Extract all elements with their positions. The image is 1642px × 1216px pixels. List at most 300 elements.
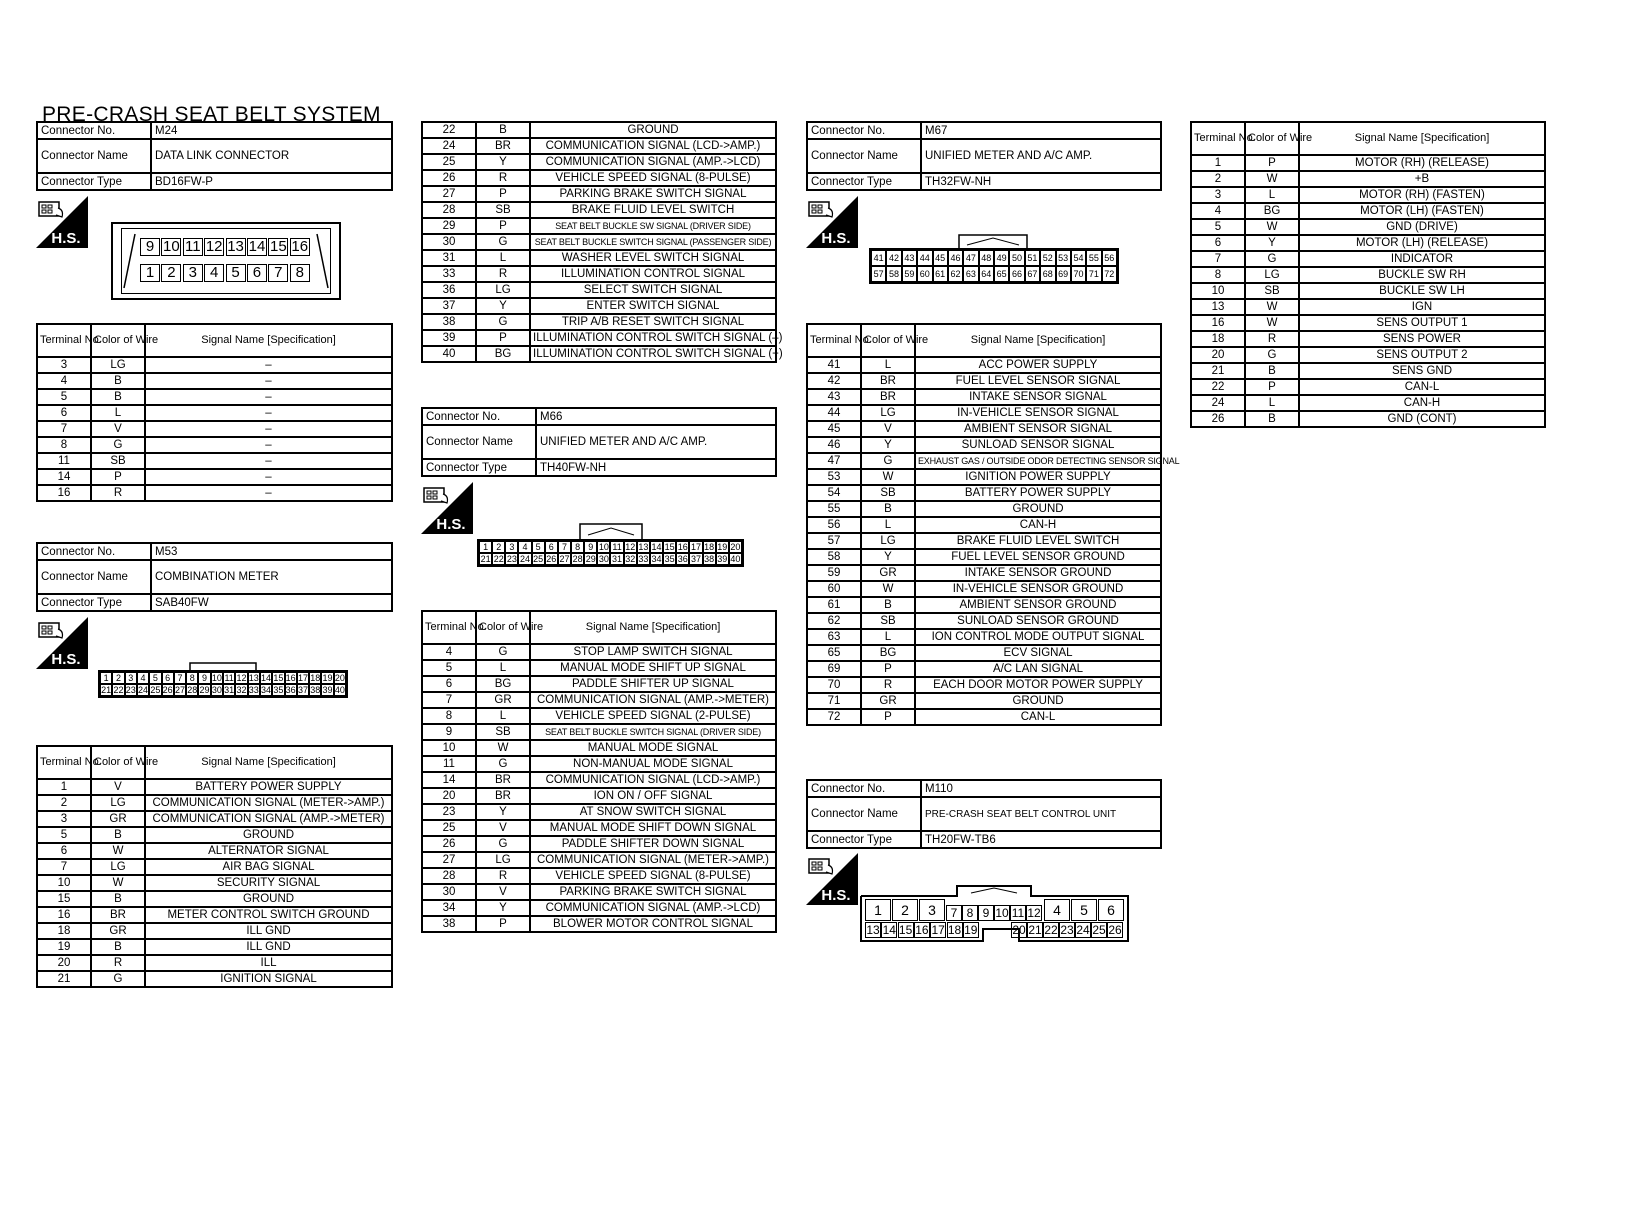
signal-name: COMMUNICATION SIGNAL (LCD->AMP.) <box>530 772 776 788</box>
terminal-no: 4 <box>1191 203 1245 219</box>
connector-pin: 15 <box>273 673 284 683</box>
terminal-no: 57 <box>807 533 861 549</box>
signal-name: PARKING BRAKE SWITCH SIGNAL <box>530 186 776 202</box>
color-of-wire-header: Color of Wire <box>861 324 915 357</box>
color-of-wire-header: Color of Wire <box>476 611 530 644</box>
table-row <box>422 250 776 266</box>
connector-pin: 42 <box>886 250 901 266</box>
m53-connector-no: M53 <box>151 543 392 560</box>
wire-color: SB <box>861 485 915 501</box>
hs-label: H.S. <box>821 887 851 904</box>
table-row <box>422 330 776 346</box>
connector-pin: 15 <box>664 542 675 552</box>
connector-pin: 21 <box>1028 923 1042 937</box>
connector-pin: 31 <box>612 554 623 564</box>
connector-pin: 33 <box>638 554 649 564</box>
wire-color: R <box>476 266 530 282</box>
terminal-no: 3 <box>37 357 91 373</box>
connector-pin: 14 <box>248 238 266 255</box>
connector-pin: 19 <box>717 542 728 552</box>
connector-pin: 70 <box>1071 266 1086 282</box>
table-row <box>422 644 776 660</box>
signal-name-header: Signal Name [Specification] <box>145 324 392 357</box>
wire-color: L <box>476 250 530 266</box>
table-row <box>1191 251 1545 267</box>
connector-pin: 1 <box>140 264 160 282</box>
signal-name: ION CONTROL MODE OUTPUT SIGNAL <box>915 629 1161 645</box>
connector-pin: 26 <box>162 685 173 695</box>
connector-pin: 37 <box>690 554 701 564</box>
connector-pin: 49 <box>994 250 1009 266</box>
signal-name: – <box>145 437 392 453</box>
table-row <box>1191 203 1545 219</box>
connector-pin: 21 <box>480 554 491 564</box>
connector-pin: 14 <box>651 542 662 552</box>
connector-pin: 67 <box>1025 266 1040 282</box>
connector-pin: 18 <box>704 542 715 552</box>
connector-pin: 8 <box>290 264 310 282</box>
connector-pin: 5 <box>1071 899 1097 921</box>
connector-pin: 22 <box>1044 923 1058 937</box>
wire-color: G <box>476 756 530 772</box>
terminal-no: 42 <box>807 373 861 389</box>
wire-color: G <box>1245 347 1299 363</box>
m67-connector-name: UNIFIED METER AND A/C AMP. <box>921 139 1161 173</box>
connector-pin: 15 <box>270 238 287 255</box>
m24-connector-type: BD16FW-P <box>151 173 392 190</box>
connector-pin: 2 <box>161 264 181 282</box>
wire-color: BG <box>861 645 915 661</box>
wire-color: G <box>476 314 530 330</box>
wire-color: W <box>861 469 915 485</box>
wire-color: B <box>861 597 915 613</box>
wire-color: W <box>1245 219 1299 235</box>
connector-pin: 13 <box>227 238 244 255</box>
signal-name: AIR BAG SIGNAL <box>145 859 392 875</box>
wire-color: W <box>1245 171 1299 187</box>
signal-name: MOTOR (RH) (FASTEN) <box>1299 187 1545 203</box>
signal-name: BATTERY POWER SUPPLY <box>145 779 392 795</box>
connector-pin: 7 <box>268 264 288 282</box>
terminal-no: 39 <box>422 330 476 346</box>
connector-pin: 28 <box>572 554 583 564</box>
m66-connector-face <box>477 539 744 567</box>
terminal-no: 5 <box>1191 219 1245 235</box>
signal-name: TRIP A/B RESET SWITCH SIGNAL <box>530 314 776 330</box>
wire-color: R <box>476 868 530 884</box>
table-row <box>422 218 776 234</box>
wire-color: BG <box>476 676 530 692</box>
signal-name: GND (DRIVE) <box>1299 219 1545 235</box>
signal-name: ACC POWER SUPPLY <box>915 357 1161 373</box>
signal-name: – <box>145 389 392 405</box>
table-row <box>422 868 776 884</box>
wire-color: SB <box>91 453 145 469</box>
terminal-no: 26 <box>422 836 476 852</box>
connector-pin: 27 <box>559 554 570 564</box>
terminal-no: 31 <box>422 250 476 266</box>
signal-name-header: Signal Name [Specification] <box>1299 122 1545 155</box>
terminal-no: 37 <box>422 298 476 314</box>
table-row <box>422 314 776 330</box>
connector-pin: 59 <box>902 266 917 282</box>
wire-color: LG <box>476 282 530 298</box>
wire-color: LG <box>476 852 530 868</box>
signal-name: INTAKE SENSOR GROUND <box>915 565 1161 581</box>
connector-pin: 7 <box>946 905 962 921</box>
signal-name: AMBIENT SENSOR GROUND <box>915 597 1161 613</box>
terminal-no: 71 <box>807 693 861 709</box>
label-connector-name: Connector Name <box>422 425 536 459</box>
connector-pin: 20 <box>334 673 345 683</box>
table-row <box>422 772 776 788</box>
table-row <box>807 629 1161 645</box>
wire-color: Y <box>1245 235 1299 251</box>
m53-terminal-table-continued <box>421 121 783 363</box>
m67-connector-info <box>806 121 1162 191</box>
connector-pin: 30 <box>211 685 222 695</box>
page-title: PRE-CRASH SEAT BELT SYSTEM <box>42 103 381 126</box>
connector-pin: 38 <box>310 685 321 695</box>
table-row <box>37 939 392 955</box>
signal-name: FUEL LEVEL SENSOR SIGNAL <box>915 373 1161 389</box>
connector-pin: 47 <box>963 250 978 266</box>
connector-pin: 36 <box>677 554 688 564</box>
connector-pin: 57 <box>871 266 886 282</box>
terminal-no: 6 <box>37 405 91 421</box>
table-row <box>422 900 776 916</box>
connector-pin: 7 <box>174 672 186 684</box>
connector-pin: 14 <box>882 923 896 937</box>
terminal-no: 15 <box>37 891 91 907</box>
table-row <box>1191 235 1545 251</box>
table-row <box>37 485 392 501</box>
hs-label: H.S. <box>51 651 81 668</box>
terminal-no-header: Terminal No. <box>422 611 476 644</box>
connector-pin: 48 <box>979 250 994 266</box>
terminal-no: 21 <box>37 971 91 987</box>
terminal-no: 10 <box>422 740 476 756</box>
m53-terminal-table <box>36 745 393 988</box>
wire-color: SB <box>476 202 530 218</box>
label-connector-no: Connector No. <box>422 408 536 425</box>
table-row <box>422 346 776 362</box>
signal-name: AT SNOW SWITCH SIGNAL <box>530 804 776 820</box>
wire-color: V <box>476 884 530 900</box>
signal-name: SEAT BELT BUCKLE SW SIGNAL (DRIVER SIDE) <box>530 218 776 234</box>
m24-terminal-table <box>36 323 393 502</box>
connector-pin: 61 <box>933 266 948 282</box>
signal-name-header: Signal Name [Specification] <box>145 746 392 779</box>
table-row <box>422 756 776 772</box>
connector-pin: 24 <box>138 685 149 695</box>
connector-pin: 12 <box>1027 906 1041 920</box>
wire-color: GR <box>861 693 915 709</box>
terminal-no: 10 <box>1191 283 1245 299</box>
terminal-no: 59 <box>807 565 861 581</box>
terminal-no: 43 <box>807 389 861 405</box>
table-row <box>37 795 392 811</box>
signal-name: BUCKLE SW LH <box>1299 283 1545 299</box>
table-row <box>422 724 776 740</box>
table-row <box>422 788 776 804</box>
table-row <box>807 373 1161 389</box>
signal-name: SECURITY SIGNAL <box>145 875 392 891</box>
m53-connector-face <box>98 670 348 698</box>
signal-name: COMMUNICATION SIGNAL (AMP.->METER) <box>530 692 776 708</box>
connector-pin: 3 <box>505 541 518 553</box>
connector-pin: 50 <box>1009 250 1024 266</box>
label-connector-type: Connector Type <box>807 831 921 848</box>
terminal-no: 29 <box>422 218 476 234</box>
connector-pin: 5 <box>149 672 161 684</box>
label-connector-type: Connector Type <box>37 594 151 611</box>
signal-name: ILLUMINATION CONTROL SWITCH SIGNAL (+) <box>530 346 776 362</box>
signal-name: ILL GND <box>145 923 392 939</box>
table-row <box>37 405 392 421</box>
terminal-no: 1 <box>37 779 91 795</box>
wire-color: W <box>1245 299 1299 315</box>
connector-pin: 64 <box>979 266 994 282</box>
wire-color: P <box>1245 155 1299 171</box>
signal-name: MOTOR (RH) (RELEASE) <box>1299 155 1545 171</box>
terminal-no: 11 <box>37 453 91 469</box>
m66-connector-no: M66 <box>536 408 776 425</box>
signal-name: ION ON / OFF SIGNAL <box>530 788 776 804</box>
m66-connector-info <box>421 407 777 477</box>
table-row <box>422 266 776 282</box>
connector-pin: 6 <box>247 264 267 282</box>
signal-name: ECV SIGNAL <box>915 645 1161 661</box>
label-connector-no: Connector No. <box>807 122 921 139</box>
connector-icon <box>36 617 88 669</box>
wire-color: B <box>91 827 145 843</box>
table-row <box>422 660 776 676</box>
terminal-no-header: Terminal No. <box>37 324 91 357</box>
signal-name: A/C LAN SIGNAL <box>915 661 1161 677</box>
connector-pin: 51 <box>1025 250 1040 266</box>
signal-name: VEHICLE SPEED SIGNAL (2-PULSE) <box>530 708 776 724</box>
terminal-no: 7 <box>422 692 476 708</box>
table-row <box>422 692 776 708</box>
label-connector-type: Connector Type <box>422 459 536 476</box>
m67-connector-face <box>869 248 1119 284</box>
connector-pin: 9 <box>584 541 597 553</box>
hs-label: H.S. <box>51 230 81 247</box>
wire-color: V <box>861 421 915 437</box>
terminal-no: 33 <box>422 266 476 282</box>
terminal-no: 45 <box>807 421 861 437</box>
connector-pin: 13 <box>248 673 259 683</box>
wire-color: L <box>861 517 915 533</box>
table-row <box>807 389 1161 405</box>
wire-color: W <box>91 875 145 891</box>
connector-pin: 10 <box>995 906 1009 920</box>
connector-pin: 72 <box>1102 266 1117 282</box>
label-connector-name: Connector Name <box>37 139 151 173</box>
connector-pin: 45 <box>933 250 948 266</box>
m24-connector-name: DATA LINK CONNECTOR <box>151 139 392 173</box>
terminal-no: 38 <box>422 916 476 932</box>
table-row <box>1191 171 1545 187</box>
connector-pin: 3 <box>919 899 945 921</box>
terminal-no: 61 <box>807 597 861 613</box>
label-connector-type: Connector Type <box>807 173 921 190</box>
connector-pin: 53 <box>1056 250 1071 266</box>
connector-pin: 23 <box>506 554 517 564</box>
signal-name: IGNITION POWER SUPPLY <box>915 469 1161 485</box>
table-row <box>1191 283 1545 299</box>
connector-pin: 10 <box>598 542 609 552</box>
connector-pin: 10 <box>211 673 222 683</box>
terminal-no: 24 <box>1191 395 1245 411</box>
terminal-no: 23 <box>422 804 476 820</box>
connector-pin: 66 <box>1009 266 1024 282</box>
wire-color: R <box>1245 331 1299 347</box>
terminal-no: 40 <box>422 346 476 362</box>
signal-name: GROUND <box>915 501 1161 517</box>
wire-color: P <box>476 218 530 234</box>
signal-name: ALTERNATOR SIGNAL <box>145 843 392 859</box>
terminal-no: 5 <box>37 827 91 843</box>
connector-pin: 68 <box>1040 266 1055 282</box>
table-row <box>37 955 392 971</box>
terminal-no: 38 <box>422 314 476 330</box>
connector-pin: 40 <box>730 554 741 564</box>
color-of-wire-header: Color of Wire <box>1245 122 1299 155</box>
connector-pin: 20 <box>730 542 741 552</box>
connector-pin: 54 <box>1071 250 1086 266</box>
connector-pin: 62 <box>948 266 963 282</box>
terminal-no: 3 <box>37 811 91 827</box>
signal-name: IN-VEHICLE SENSOR GROUND <box>915 581 1161 597</box>
signal-name: VEHICLE SPEED SIGNAL (8-PULSE) <box>530 868 776 884</box>
signal-name: SUNLOAD SENSOR SIGNAL <box>915 437 1161 453</box>
signal-name: SEAT BELT BUCKLE SWITCH SIGNAL (DRIVER SIDE) <box>530 724 776 740</box>
wire-color: BR <box>861 389 915 405</box>
connector-pin: 32 <box>236 685 247 695</box>
wire-color: GR <box>91 923 145 939</box>
terminal-no: 18 <box>37 923 91 939</box>
wire-color: L <box>1245 187 1299 203</box>
signal-name: INDICATOR <box>1299 251 1545 267</box>
connector-pin: 11 <box>183 238 203 256</box>
connector-pin: 37 <box>297 685 308 695</box>
table-row <box>1191 155 1545 171</box>
signal-name: MANUAL MODE SIGNAL <box>530 740 776 756</box>
connector-pin: 30 <box>598 554 609 564</box>
label-connector-name: Connector Name <box>37 560 151 594</box>
wire-color: BG <box>476 346 530 362</box>
wire-color: SB <box>1245 283 1299 299</box>
table-row <box>807 613 1161 629</box>
wire-color: G <box>91 971 145 987</box>
signal-name: COMMUNICATION SIGNAL (AMP.->LCD) <box>530 900 776 916</box>
table-row <box>807 565 1161 581</box>
connector-pin: 19 <box>322 673 333 683</box>
signal-name: SELECT SWITCH SIGNAL <box>530 282 776 298</box>
connector-icon <box>421 482 473 534</box>
wire-color: V <box>91 421 145 437</box>
terminal-no: 44 <box>807 405 861 421</box>
wire-color: BR <box>476 788 530 804</box>
table-row <box>1191 267 1545 283</box>
terminal-no: 16 <box>37 907 91 923</box>
terminal-no: 69 <box>807 661 861 677</box>
m24-connector-info <box>36 121 393 191</box>
terminal-no: 22 <box>422 122 476 138</box>
signal-name: MOTOR (LH) (FASTEN) <box>1299 203 1545 219</box>
wire-color: W <box>91 843 145 859</box>
wire-color: BR <box>91 907 145 923</box>
signal-name: ILLUMINATION CONTROL SWITCH SIGNAL (–) <box>530 330 776 346</box>
terminal-no: 6 <box>37 843 91 859</box>
connector-pin: 4 <box>1044 899 1070 921</box>
table-row <box>807 517 1161 533</box>
terminal-no: 16 <box>1191 315 1245 331</box>
signal-name: PARKING BRAKE SWITCH SIGNAL <box>530 884 776 900</box>
wire-color: P <box>861 661 915 677</box>
table-row <box>1191 363 1545 379</box>
signal-name-header: Signal Name [Specification] <box>530 611 776 644</box>
wire-color: W <box>1245 315 1299 331</box>
signal-name: SEAT BELT BUCKLE SWITCH SIGNAL (PASSENGER SIDE) <box>530 234 776 250</box>
wire-color: G <box>861 453 915 469</box>
connector-pin: 6 <box>545 541 558 553</box>
table-row <box>807 421 1161 437</box>
table-row <box>807 453 1161 469</box>
signal-name: – <box>145 485 392 501</box>
signal-name: MANUAL MODE SHIFT UP SIGNAL <box>530 660 776 676</box>
table-row <box>37 875 392 891</box>
signal-name: ILL <box>145 955 392 971</box>
signal-name: MANUAL MODE SHIFT DOWN SIGNAL <box>530 820 776 836</box>
connector-pin: 22 <box>113 685 124 695</box>
connector-pin: 23 <box>125 685 136 695</box>
terminal-no: 46 <box>807 437 861 453</box>
terminal-no: 2 <box>37 795 91 811</box>
terminal-no: 2 <box>1191 171 1245 187</box>
connector-pin: 32 <box>625 554 636 564</box>
table-row <box>422 676 776 692</box>
signal-name: GROUND <box>915 693 1161 709</box>
terminal-no: 3 <box>1191 187 1245 203</box>
signal-name: AMBIENT SENSOR SIGNAL <box>915 421 1161 437</box>
wire-color: Y <box>861 437 915 453</box>
terminal-no: 7 <box>37 421 91 437</box>
connector-pin: 26 <box>546 554 557 564</box>
m66-connector-type: TH40FW-NH <box>536 459 776 476</box>
terminal-no: 7 <box>1191 251 1245 267</box>
wire-color: Y <box>476 804 530 820</box>
signal-name: NON-MANUAL MODE SIGNAL <box>530 756 776 772</box>
wire-color: Y <box>476 900 530 916</box>
wire-color: R <box>861 677 915 693</box>
terminal-no: 60 <box>807 581 861 597</box>
connector-pin: 2 <box>892 899 918 921</box>
table-row <box>422 916 776 932</box>
table-row <box>37 859 392 875</box>
connector-pin: 31 <box>224 685 235 695</box>
terminal-no: 26 <box>422 170 476 186</box>
wire-color: P <box>476 916 530 932</box>
connector-pin: 33 <box>248 685 259 695</box>
connector-pin: 9 <box>198 672 210 684</box>
connector-pin: 11 <box>224 673 234 683</box>
harness-side-icon <box>36 617 88 669</box>
wire-color: L <box>476 708 530 724</box>
terminal-no: 9 <box>422 724 476 740</box>
